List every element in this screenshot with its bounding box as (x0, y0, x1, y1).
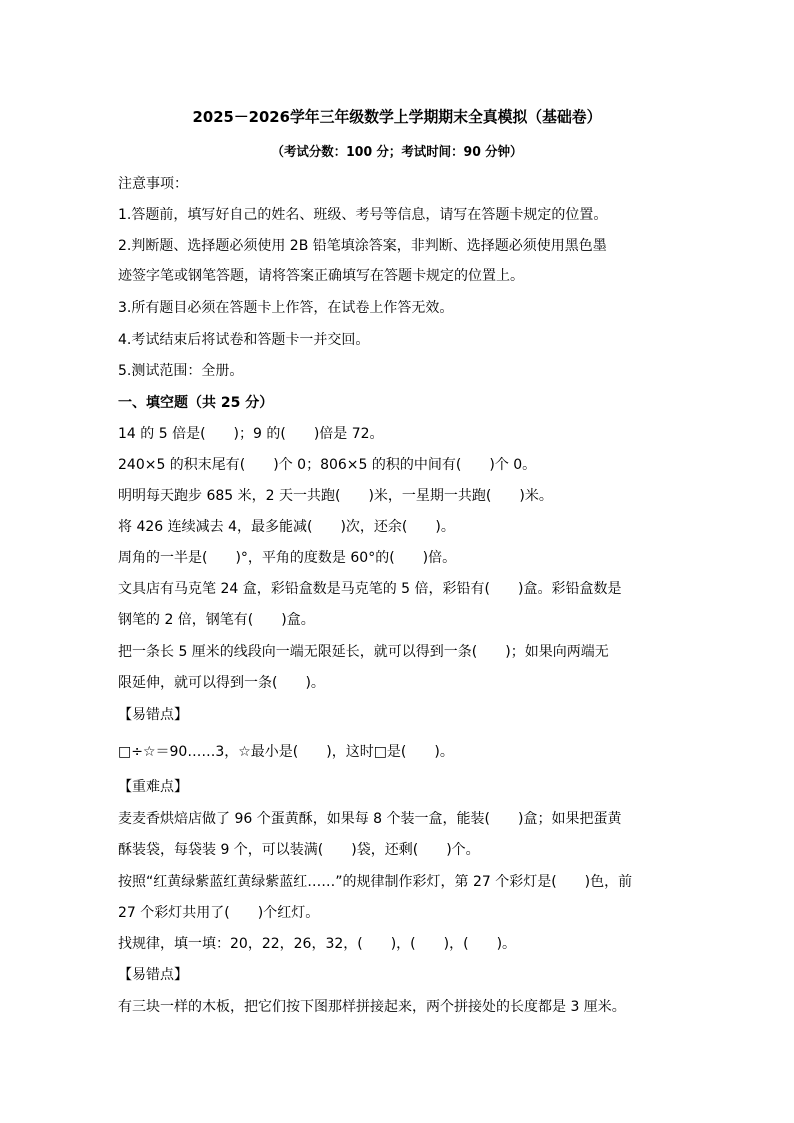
notice-item: 5.测试范围：全册。 (118, 363, 244, 379)
tag-error-prone: 【易错点】 (118, 707, 188, 723)
notice-item: 2.判断题、选择题必须使用 2B 铅笔填涂答案，非判断、选择题必须使用黑色墨 (118, 238, 607, 254)
notice-item: 3.所有题目必须在答题卡上作答，在试卷上作答无效。 (118, 300, 454, 316)
section-title: 一、填空题（共 25 分） (118, 395, 274, 411)
question-line: 文具店有马克笔 24 盒，彩铅盒数是马克笔的 5 倍，彩铅有( )盒。彩铅盒数是 (118, 581, 622, 597)
question-line: 周角的一半是( )°，平角的度数是 60°的( )倍。 (118, 550, 457, 566)
page-title: 2025－2026学年三年级数学上学期期末全真模拟（基础卷） (192, 108, 602, 126)
tag-key-difficult: 【重难点】 (118, 779, 188, 795)
question-line: □÷☆＝90……3，☆最小是( )，这时□是( )。 (118, 744, 454, 760)
question-line: 明明每天跑步 685 米，2 天一共跑( )米，一星期一共跑( )米。 (118, 488, 553, 504)
question-line: 有三块一样的木板，把它们按下图那样拼接起来，两个拼接处的长度都是 3 厘米。 (118, 999, 626, 1015)
question-line: 找规律，填一填：20，22，26，32，( )，( )，( )。 (118, 936, 517, 952)
exam-info: （考试分数：100 分；考试时间：90 分钟） (271, 145, 523, 160)
question-line: 240×5 的积末尾有( )个 0；806×5 的积的中间有( )个 0。 (118, 457, 537, 473)
question-line: 27 个彩灯共用了( )个红灯。 (118, 905, 320, 921)
question-line: 按照“红黄绿紫蓝红黄绿紫蓝红……”的规律制作彩灯，第 27 个彩灯是( )色，前 (118, 874, 633, 890)
question-line: 麦麦香烘焙店做了 96 个蛋黄酥，如果每 8 个装一盒，能装( )盒；如果把蛋黄 (118, 811, 622, 827)
notice-item: 4.考试结束后将试卷和答题卡一并交回。 (118, 332, 370, 348)
question-line: 酥装袋，每袋装 9 个，可以装满( )袋，还剩( )个。 (118, 842, 480, 858)
notice-heading: 注意事项： (118, 176, 188, 192)
tag-error-prone: 【易错点】 (118, 967, 188, 983)
question-line: 把一条长 5 厘米的线段向一端无限延长，就可以得到一条( )；如果向两端无 (118, 644, 609, 660)
question-line: 钢笔的 2 倍，钢笔有( )盒。 (118, 612, 315, 628)
notice-item: 1.答题前，填写好自己的姓名、班级、考号等信息，请写在答题卡规定的位置。 (118, 207, 608, 223)
question-line: 14 的 5 倍是( )；9 的( )倍是 72。 (118, 426, 384, 442)
question-line: 限延伸，就可以得到一条( )。 (118, 675, 325, 691)
notice-item: 迹签字笔或钢笔答题，请将答案正确填写在答题卡规定的位置上。 (118, 268, 524, 284)
question-line: 将 426 连续减去 4，最多能减( )次，还余( )。 (118, 519, 455, 535)
